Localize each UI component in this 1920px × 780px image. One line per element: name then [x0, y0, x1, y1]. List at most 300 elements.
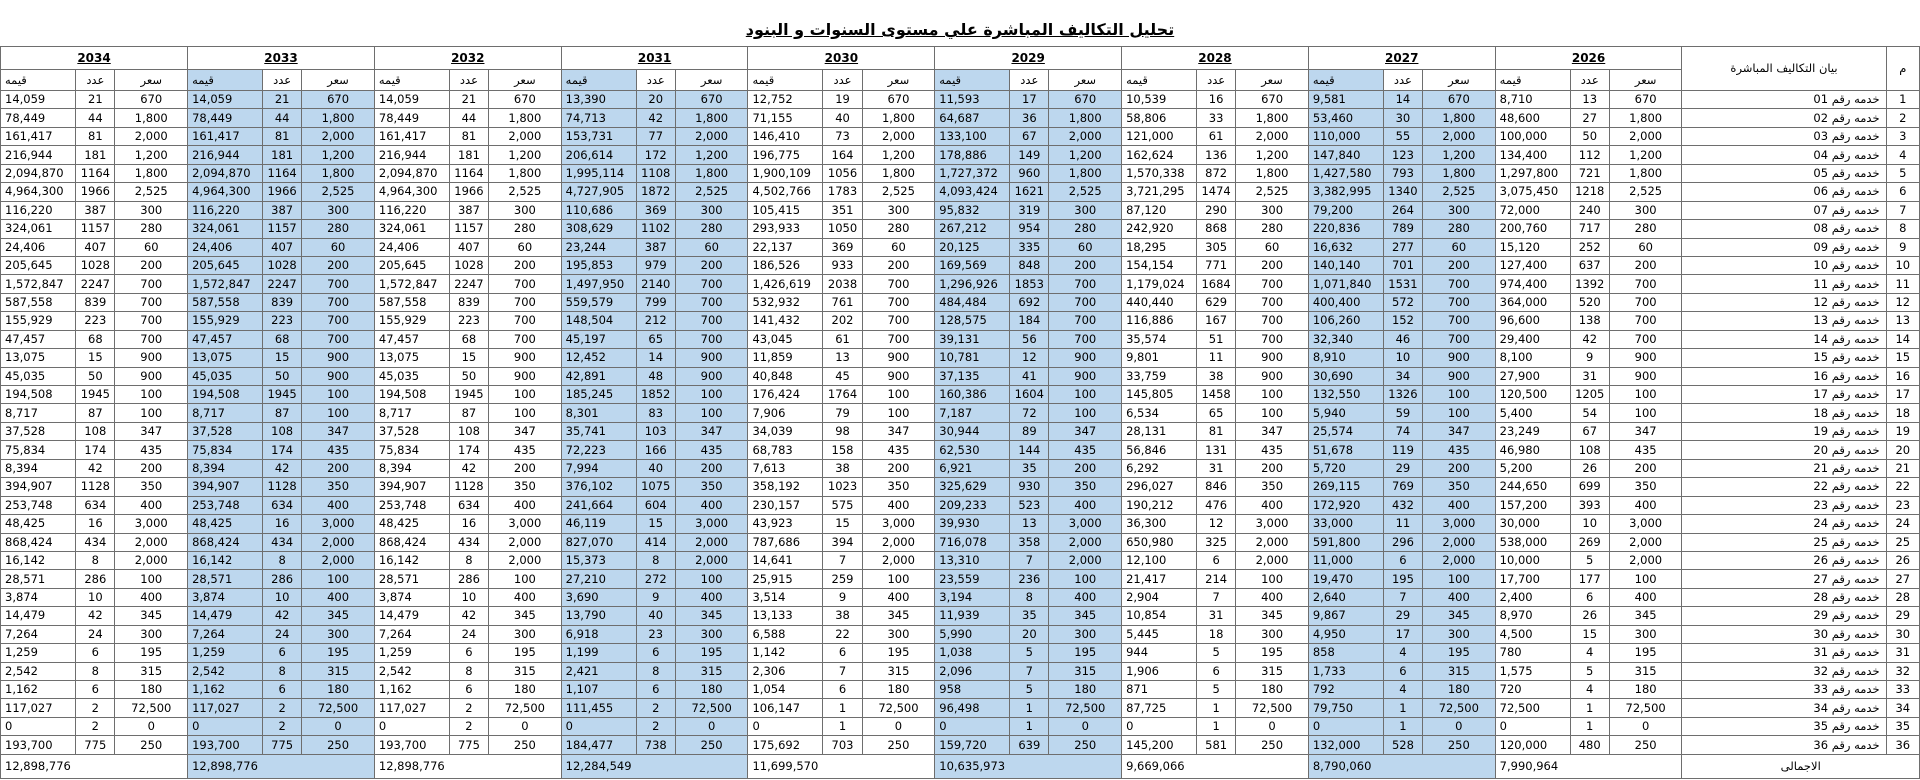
price-cell: 100 — [675, 386, 748, 404]
price-cell: 200 — [115, 459, 188, 477]
price-cell: 345 — [1423, 607, 1496, 625]
price-cell: 300 — [1049, 201, 1122, 219]
price-cell: 100 — [1049, 570, 1122, 588]
item-label: خدمه رقم 05 — [1682, 164, 1886, 182]
price-cell: 3,000 — [302, 515, 375, 533]
price-cell: 3,000 — [1049, 515, 1122, 533]
count-cell: 15 — [449, 349, 488, 367]
count-cell: 103 — [636, 422, 675, 440]
value-cell: 871 — [1122, 681, 1197, 699]
count-cell: 1326 — [1383, 386, 1422, 404]
price-cell: 250 — [675, 736, 748, 754]
item-label: خدمه رقم 08 — [1682, 220, 1886, 238]
price-cell: 435 — [862, 441, 935, 459]
count-cell: 174 — [76, 441, 115, 459]
item-label: خدمه رقم 31 — [1682, 644, 1886, 662]
value-cell: 155,929 — [188, 312, 263, 330]
price-cell: 400 — [302, 496, 375, 514]
count-cell: 19 — [823, 91, 862, 109]
item-label: خدمه رقم 21 — [1682, 459, 1886, 477]
value-cell: 6,588 — [748, 625, 823, 643]
item-label: خدمه رقم 33 — [1682, 681, 1886, 699]
price-cell: 60 — [1236, 238, 1309, 256]
value-cell: 193,700 — [374, 736, 449, 754]
count-cell: 29 — [1383, 459, 1422, 477]
count-cell: 528 — [1383, 736, 1422, 754]
value-cell: 0 — [374, 717, 449, 735]
value-cell: 1,162 — [1, 681, 76, 699]
count-cell: 17 — [1383, 625, 1422, 643]
value-cell: 117,027 — [374, 699, 449, 717]
value-cell: 78,449 — [1, 109, 76, 127]
count-cell: 1157 — [263, 220, 302, 238]
value-cell: 64,687 — [935, 109, 1010, 127]
price-cell: 700 — [1236, 275, 1309, 293]
price-cell: 1,200 — [675, 146, 748, 164]
total-value: 9,669,066 — [1122, 754, 1309, 778]
value-cell: 133,100 — [935, 127, 1010, 145]
value-cell: 42,891 — [561, 367, 636, 385]
price-cell: 670 — [1609, 91, 1682, 109]
count-cell: 434 — [449, 533, 488, 551]
row-number: 12 — [1886, 293, 1919, 311]
price-cell: 350 — [675, 478, 748, 496]
count-cell: 18 — [1197, 625, 1236, 643]
price-cell: 2,000 — [675, 127, 748, 145]
value-cell: 587,558 — [1, 293, 76, 311]
price-cell: 100 — [1609, 570, 1682, 588]
price-cell: 100 — [1236, 386, 1309, 404]
price-cell: 350 — [115, 478, 188, 496]
count-cell: 4 — [1383, 681, 1422, 699]
price-cell: 100 — [115, 386, 188, 404]
count-cell: 1 — [1197, 699, 1236, 717]
count-cell: 2247 — [76, 275, 115, 293]
value-cell: 253,748 — [1, 496, 76, 514]
value-cell: 538,000 — [1495, 533, 1570, 551]
count-cell: 1764 — [823, 386, 862, 404]
value-cell: 8,717 — [374, 404, 449, 422]
price-cell: 300 — [675, 201, 748, 219]
value-cell: 160,386 — [935, 386, 1010, 404]
count-cell: 16 — [263, 515, 302, 533]
table-row — [1, 644, 1920, 662]
price-cell: 700 — [115, 293, 188, 311]
value-cell: 24,406 — [374, 238, 449, 256]
value-cell: 4,502,766 — [748, 183, 823, 201]
value-cell: 3,194 — [935, 588, 1010, 606]
count-cell: 1 — [1197, 717, 1236, 735]
price-cell: 280 — [675, 220, 748, 238]
count-cell: 38 — [823, 607, 862, 625]
count-cell: 1164 — [263, 164, 302, 182]
price-cell: 100 — [489, 404, 562, 422]
price-cell: 700 — [675, 312, 748, 330]
count-cell: 10 — [76, 588, 115, 606]
count-cell: 6 — [1197, 551, 1236, 569]
value-cell: 161,417 — [188, 127, 263, 145]
value-cell: 116,220 — [1, 201, 76, 219]
num-header: م — [1886, 47, 1919, 91]
price-cell: 350 — [489, 478, 562, 496]
price-cell: 900 — [1049, 349, 1122, 367]
price-cell: 700 — [675, 293, 748, 311]
value-cell: 34,039 — [748, 422, 823, 440]
count-cell: 769 — [1383, 478, 1422, 496]
item-label: خدمه رقم 30 — [1682, 625, 1886, 643]
count-cell: 2 — [76, 717, 115, 735]
count-cell: 81 — [263, 127, 302, 145]
price-cell: 345 — [302, 607, 375, 625]
table-row — [1, 588, 1920, 606]
price-cell: 2,000 — [862, 127, 935, 145]
value-cell: 195,853 — [561, 256, 636, 274]
value-cell: 253,748 — [188, 496, 263, 514]
value-cell: 5,445 — [1122, 625, 1197, 643]
value-cell: 33,759 — [1122, 367, 1197, 385]
count-cell: 960 — [1010, 164, 1049, 182]
count-cell: 286 — [76, 570, 115, 588]
value-cell: 110,000 — [1308, 127, 1383, 145]
price-cell: 400 — [1423, 496, 1496, 514]
count-cell: 387 — [263, 201, 302, 219]
row-number: 19 — [1886, 422, 1919, 440]
price-cell: 350 — [1049, 478, 1122, 496]
price-cell: 350 — [1423, 478, 1496, 496]
price-cell: 100 — [675, 404, 748, 422]
count-cell: 1128 — [449, 478, 488, 496]
value-cell: 46,119 — [561, 515, 636, 533]
price-cell: 60 — [862, 238, 935, 256]
value-cell: 293,933 — [748, 220, 823, 238]
value-cell: 75,834 — [374, 441, 449, 459]
count-cell: 846 — [1197, 478, 1236, 496]
value-cell: 10,000 — [1495, 551, 1570, 569]
price-cell: 350 — [302, 478, 375, 496]
value-cell: 120,000 — [1495, 736, 1570, 754]
count-cell: 1164 — [449, 164, 488, 182]
value-cell: 308,629 — [561, 220, 636, 238]
price-cell: 670 — [302, 91, 375, 109]
table-row — [1, 164, 1920, 182]
price-cell: 2,000 — [1423, 533, 1496, 551]
price-cell: 700 — [302, 312, 375, 330]
price-cell: 280 — [862, 220, 935, 238]
row-number: 26 — [1886, 551, 1919, 569]
price-cell: 300 — [1049, 625, 1122, 643]
count-cell: 6 — [449, 681, 488, 699]
row-number: 25 — [1886, 533, 1919, 551]
count-cell: 13 — [1570, 91, 1609, 109]
count-cell: 1945 — [76, 386, 115, 404]
count-cell: 634 — [76, 496, 115, 514]
price-cell: 0 — [302, 717, 375, 735]
price-cell: 72,500 — [1609, 699, 1682, 717]
count-header: عدد — [263, 70, 302, 91]
item-label: خدمه رقم 16 — [1682, 367, 1886, 385]
count-cell: 149 — [1010, 146, 1049, 164]
count-cell: 50 — [449, 367, 488, 385]
count-cell: 1392 — [1570, 275, 1609, 293]
value-cell: 6,292 — [1122, 459, 1197, 477]
price-cell: 670 — [675, 91, 748, 109]
price-cell: 300 — [489, 625, 562, 643]
value-cell: 39,930 — [935, 515, 1010, 533]
count-cell: 50 — [263, 367, 302, 385]
count-cell: 5 — [1010, 681, 1049, 699]
count-header: عدد — [1383, 70, 1422, 91]
price-cell: 1,200 — [1423, 146, 1496, 164]
price-cell: 300 — [1609, 625, 1682, 643]
count-cell: 35 — [1010, 607, 1049, 625]
price-header: سعر — [1423, 70, 1496, 91]
count-cell: 12 — [1197, 515, 1236, 533]
price-cell: 100 — [115, 570, 188, 588]
value-cell: 28,571 — [188, 570, 263, 588]
count-cell: 21 — [263, 91, 302, 109]
value-cell: 196,775 — [748, 146, 823, 164]
value-cell: 161,417 — [374, 127, 449, 145]
value-cell: 153,731 — [561, 127, 636, 145]
price-cell: 900 — [675, 349, 748, 367]
value-cell: 9,581 — [1308, 91, 1383, 109]
count-cell: 1028 — [263, 256, 302, 274]
item-label: خدمه رقم 12 — [1682, 293, 1886, 311]
value-cell: 1,162 — [188, 681, 263, 699]
row-number: 16 — [1886, 367, 1919, 385]
row-number: 28 — [1886, 588, 1919, 606]
value-cell: 28,571 — [1, 570, 76, 588]
price-cell: 400 — [115, 588, 188, 606]
count-cell: 81 — [1197, 422, 1236, 440]
count-cell: 11 — [1197, 349, 1236, 367]
value-cell: 176,424 — [748, 386, 823, 404]
price-cell: 200 — [675, 459, 748, 477]
row-number: 11 — [1886, 275, 1919, 293]
page-title: تحليل التكاليف المباشرة علي مستوى السنوات و البنود — [745, 20, 1175, 39]
price-cell: 400 — [1049, 588, 1122, 606]
count-cell: 15 — [636, 515, 675, 533]
value-cell: 868,424 — [374, 533, 449, 551]
count-cell: 181 — [263, 146, 302, 164]
table-row — [1, 91, 1920, 109]
value-cell: 175,692 — [748, 736, 823, 754]
price-cell: 100 — [1423, 386, 1496, 404]
price-cell: 200 — [862, 256, 935, 274]
value-cell: 148,504 — [561, 312, 636, 330]
price-cell: 72,500 — [862, 699, 935, 717]
price-cell: 180 — [1423, 681, 1496, 699]
row-number: 17 — [1886, 386, 1919, 404]
table-row — [1, 293, 1920, 311]
count-cell: 174 — [263, 441, 302, 459]
table-row — [1, 238, 1920, 256]
count-cell: 89 — [1010, 422, 1049, 440]
row-number: 22 — [1886, 478, 1919, 496]
value-cell: 827,070 — [561, 533, 636, 551]
count-cell: 14 — [1383, 91, 1422, 109]
year-header: 2033 — [188, 47, 375, 70]
price-header: سعر — [675, 70, 748, 91]
value-cell: 13,133 — [748, 607, 823, 625]
count-header: عدد — [636, 70, 675, 91]
value-cell: 2,306 — [748, 662, 823, 680]
price-cell: 100 — [1423, 570, 1496, 588]
count-cell: 1128 — [263, 478, 302, 496]
count-cell: 523 — [1010, 496, 1049, 514]
count-cell: 325 — [1197, 533, 1236, 551]
count-cell: 319 — [1010, 201, 1049, 219]
price-cell: 315 — [489, 662, 562, 680]
value-cell: 20,125 — [935, 238, 1010, 256]
price-cell: 100 — [302, 386, 375, 404]
count-cell: 174 — [449, 441, 488, 459]
row-number: 33 — [1886, 681, 1919, 699]
price-cell: 180 — [302, 681, 375, 699]
count-cell: 108 — [449, 422, 488, 440]
price-cell: 400 — [675, 588, 748, 606]
count-cell: 31 — [1197, 607, 1236, 625]
count-cell: 351 — [823, 201, 862, 219]
price-cell: 195 — [862, 644, 935, 662]
count-cell: 6 — [449, 644, 488, 662]
count-cell: 108 — [263, 422, 302, 440]
price-cell: 300 — [115, 201, 188, 219]
item-label: خدمه رقم 35 — [1682, 717, 1886, 735]
count-cell: 16 — [449, 515, 488, 533]
value-cell: 13,075 — [1, 349, 76, 367]
price-cell: 435 — [489, 441, 562, 459]
price-cell: 200 — [1236, 459, 1309, 477]
price-cell: 670 — [1049, 91, 1122, 109]
price-cell: 180 — [489, 681, 562, 699]
count-cell: 839 — [76, 293, 115, 311]
price-cell: 200 — [862, 459, 935, 477]
value-cell: 8,717 — [1, 404, 76, 422]
item-label: خدمه رقم 34 — [1682, 699, 1886, 717]
count-cell: 7 — [1383, 588, 1422, 606]
price-cell: 2,000 — [115, 127, 188, 145]
value-cell: 127,400 — [1495, 256, 1570, 274]
price-cell: 700 — [115, 330, 188, 348]
count-cell: 8 — [449, 662, 488, 680]
price-cell: 1,800 — [115, 109, 188, 127]
price-cell: 250 — [115, 736, 188, 754]
count-cell: 358 — [1010, 533, 1049, 551]
value-cell: 5,940 — [1308, 404, 1383, 422]
price-cell: 2,525 — [489, 183, 562, 201]
price-cell: 180 — [1609, 681, 1682, 699]
value-cell: 8,394 — [188, 459, 263, 477]
table-row — [1, 570, 1920, 588]
price-cell: 200 — [1423, 256, 1496, 274]
count-cell: 4 — [1383, 644, 1422, 662]
value-cell: 216,944 — [1, 146, 76, 164]
price-cell: 250 — [1423, 736, 1496, 754]
price-cell: 1,800 — [1236, 164, 1309, 182]
year-header: 2031 — [561, 47, 748, 70]
count-cell: 1 — [823, 717, 862, 735]
table-row — [1, 607, 1920, 625]
count-cell: 872 — [1197, 164, 1236, 182]
price-cell: 345 — [675, 607, 748, 625]
count-cell: 1853 — [1010, 275, 1049, 293]
price-cell: 2,000 — [1049, 127, 1122, 145]
count-cell: 42 — [636, 109, 675, 127]
value-cell: 5,400 — [1495, 404, 1570, 422]
value-header: قيمه — [1495, 70, 1570, 91]
value-cell: 241,664 — [561, 496, 636, 514]
value-cell: 587,558 — [374, 293, 449, 311]
price-cell: 435 — [1236, 441, 1309, 459]
count-cell: 954 — [1010, 220, 1049, 238]
value-cell: 47,457 — [374, 330, 449, 348]
price-cell: 280 — [1049, 220, 1122, 238]
price-cell: 700 — [1423, 275, 1496, 293]
value-cell: 32,340 — [1308, 330, 1383, 348]
item-label: خدمه رقم 03 — [1682, 127, 1886, 145]
count-cell: 172 — [636, 146, 675, 164]
value-cell: 324,061 — [1, 220, 76, 238]
count-cell: 24 — [449, 625, 488, 643]
price-cell: 100 — [302, 404, 375, 422]
total-label: الاجمالى — [1682, 754, 1920, 778]
price-cell: 900 — [115, 349, 188, 367]
value-cell: 2,094,870 — [188, 164, 263, 182]
price-cell: 670 — [115, 91, 188, 109]
value-cell: 394,907 — [1, 478, 76, 496]
value-cell: 37,528 — [1, 422, 76, 440]
total-value: 7,990,964 — [1495, 754, 1682, 778]
price-cell: 2,000 — [1609, 551, 1682, 569]
value-cell: 858 — [1308, 644, 1383, 662]
value-cell: 186,526 — [748, 256, 823, 274]
value-cell: 128,575 — [935, 312, 1010, 330]
count-cell: 2 — [263, 699, 302, 717]
count-cell: 9 — [823, 588, 862, 606]
value-cell: 14,479 — [188, 607, 263, 625]
price-cell: 1,200 — [1609, 146, 1682, 164]
price-cell: 670 — [1423, 91, 1496, 109]
value-cell: 216,944 — [374, 146, 449, 164]
count-cell: 123 — [1383, 146, 1422, 164]
price-cell: 1,800 — [675, 109, 748, 127]
price-cell: 2,000 — [1423, 127, 1496, 145]
price-cell: 100 — [489, 386, 562, 404]
item-label: خدمه رقم 22 — [1682, 478, 1886, 496]
price-cell: 345 — [1236, 607, 1309, 625]
item-label: خدمه رقم 18 — [1682, 404, 1886, 422]
price-cell: 700 — [1423, 312, 1496, 330]
value-cell: 132,550 — [1308, 386, 1383, 404]
price-cell: 315 — [115, 662, 188, 680]
value-cell: 4,964,300 — [374, 183, 449, 201]
count-cell: 26 — [1570, 607, 1609, 625]
count-cell: 72 — [1010, 404, 1049, 422]
count-cell: 33 — [1197, 109, 1236, 127]
count-cell: 799 — [636, 293, 675, 311]
count-cell: 10 — [1570, 515, 1609, 533]
sub-header-row — [1, 70, 1920, 91]
value-cell: 33,000 — [1308, 515, 1383, 533]
count-cell: 38 — [823, 459, 862, 477]
table-row — [1, 349, 1920, 367]
count-cell: 77 — [636, 127, 675, 145]
value-cell: 121,000 — [1122, 127, 1197, 145]
price-cell: 100 — [1609, 404, 1682, 422]
value-cell: 79,200 — [1308, 201, 1383, 219]
price-cell: 300 — [1236, 201, 1309, 219]
